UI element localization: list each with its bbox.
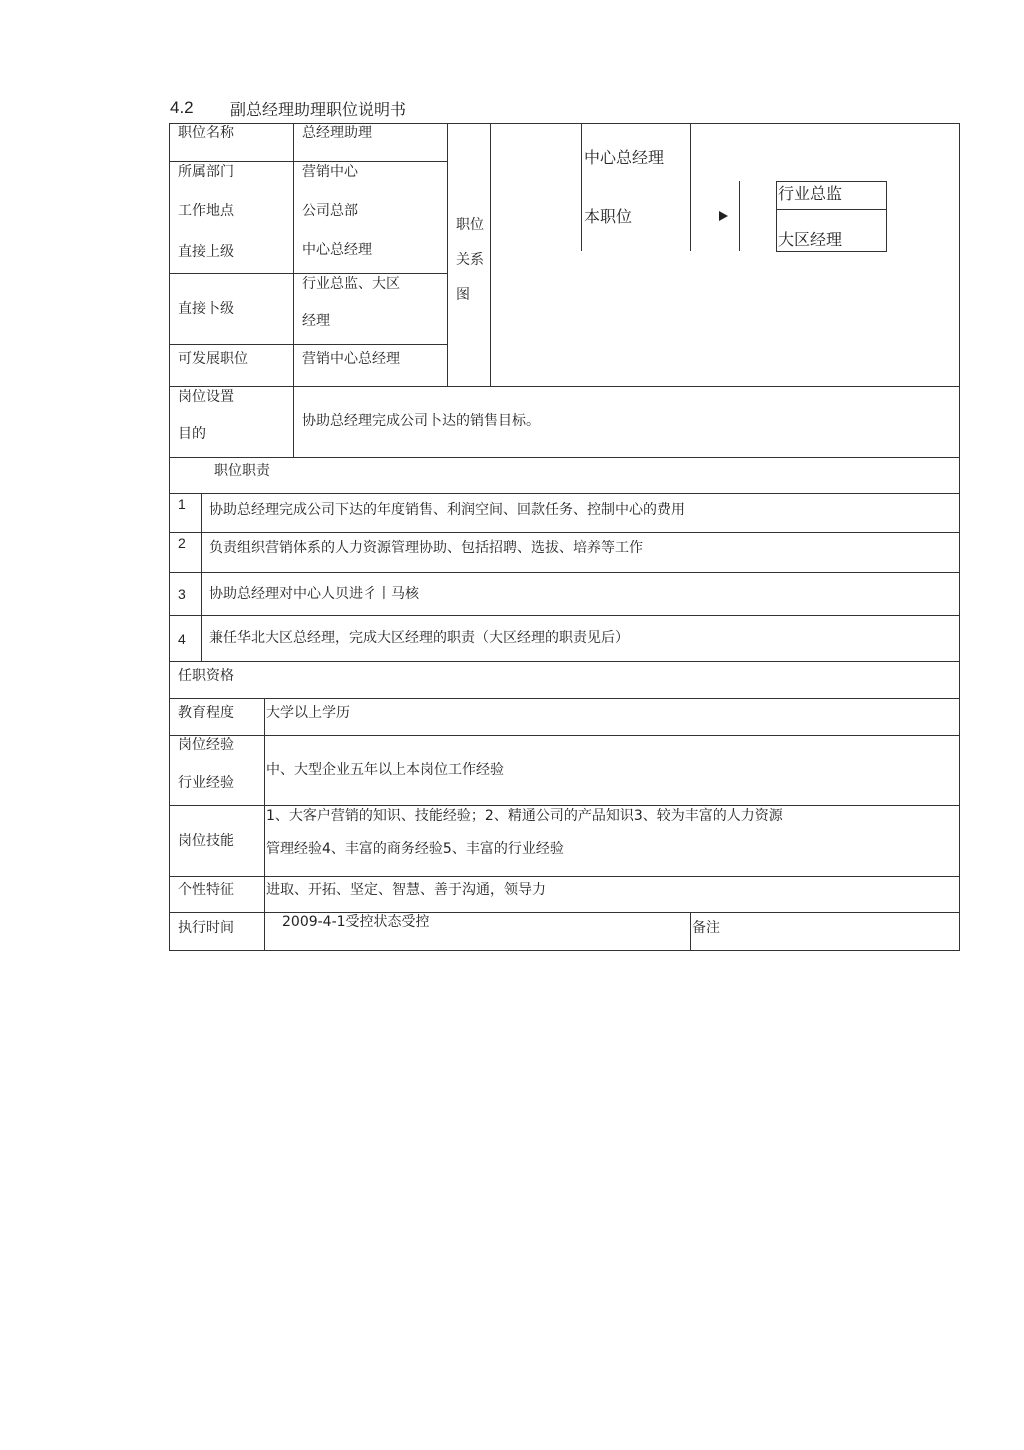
duty-number: 2 [178,535,186,551]
duty-number: 3 [178,586,186,602]
relation-label-line1: 职位 [456,217,484,233]
personality-value: 进取、开拓、坚定、智慧、善于沟通，领导力 [266,882,546,898]
experience-value: 中、大型企业五年以上本岗位工作经验 [266,762,504,778]
divider [169,457,960,458]
divider [169,912,960,913]
duty-text: 协助总经理对中心人贝进彳丨马核 [209,586,419,602]
purpose-label-line2: 目的 [178,426,206,442]
diagram-line [581,123,582,251]
purpose-value: 协助总经理完成公司卜达的销售目标。 [302,413,540,429]
divider [169,493,960,494]
duties-header: 职位职责 [214,463,270,479]
diagram-line [776,209,887,210]
divider [169,805,960,806]
purpose-label-line1: 岗位设置 [178,389,234,405]
table-border-left [169,123,170,951]
divider [264,698,265,913]
superior-label: 直接上级 [178,244,234,260]
relation-label-line3: 图 [456,287,470,303]
divider [169,876,960,877]
exec-label: 执行时间 [178,920,234,936]
divider [690,912,691,951]
skills-label: 岗位技能 [178,833,234,849]
location-value: 公司总部 [302,203,358,219]
skills-line2: 管理经验4、丰富的商务经验5、丰富的行业经验 [266,841,564,857]
arrow-right-icon [719,211,728,221]
subordinate-value-line2: 经理 [302,313,330,329]
divider [447,123,448,386]
divider [169,386,960,387]
personality-label: 个性特征 [178,882,234,898]
relation-self: 本职位 [584,207,633,226]
career-label: 可发展职位 [178,351,248,367]
department-label: 所属部门 [178,164,234,180]
position-name-label: 职位名称 [178,125,234,141]
subordinate-value-line1: 行业总监、大区 [302,276,400,292]
divider [169,698,960,699]
superior-value: 中心总经理 [302,242,372,258]
divider [169,572,960,573]
table-border-right [959,123,960,951]
divider [264,912,265,951]
remark-label: 备注 [692,920,720,936]
table-border-top [169,123,960,124]
education-value: 大学以上学历 [266,705,350,721]
subordinate-label: 直接卜级 [178,301,234,317]
exec-value: 2009-4-1受控状态受控 [282,914,430,930]
divider [169,735,960,736]
location-label: 工作地点 [178,203,234,219]
career-value: 营销中心总经理 [302,351,400,367]
table-border-bottom [169,950,960,951]
divider [169,532,960,533]
duty-text: 协助总经理完成公司下达的年度销售、利润空间、回款任务、控制中心的费用 [209,502,685,518]
section-number: 4.2 [170,98,194,117]
relation-top: 中心总经理 [584,148,665,167]
education-label: 教育程度 [178,705,234,721]
divider [169,344,447,345]
divider [169,273,447,274]
qualifications-header: 任职资格 [178,668,234,684]
experience-label-line2: 行业经验 [178,775,234,791]
diagram-line [690,123,691,251]
duty-number: 4 [178,631,186,647]
duty-number: 1 [178,496,186,512]
divider [490,123,491,386]
position-name-value: 总经理助理 [302,125,372,141]
department-value: 营销中心 [302,164,358,180]
duty-text: 负责组织营销体系的人力资源管理协助、包括招聘、选拔、培养等工作 [209,540,643,556]
document-title: 副总经理助理职位说明书 [230,100,407,119]
divider [169,615,960,616]
divider [169,661,960,662]
divider [169,161,447,162]
divider [201,493,202,661]
duty-text: 兼任华北大区总经理，完成大区经理的职责（大区经理的职责见后） [209,630,629,646]
relation-sub2: 大区经理 [778,230,843,249]
relation-sub1: 行业总监 [778,184,843,203]
diagram-line [739,181,740,251]
skills-line1: 1、大客户营销的知识、技能经验；2、精通公司的产品知识3、较为丰富的人力资源 [266,808,783,824]
experience-label-line1: 岗位经验 [178,737,234,753]
divider [293,123,294,457]
relation-label-line2: 关系 [456,252,484,268]
